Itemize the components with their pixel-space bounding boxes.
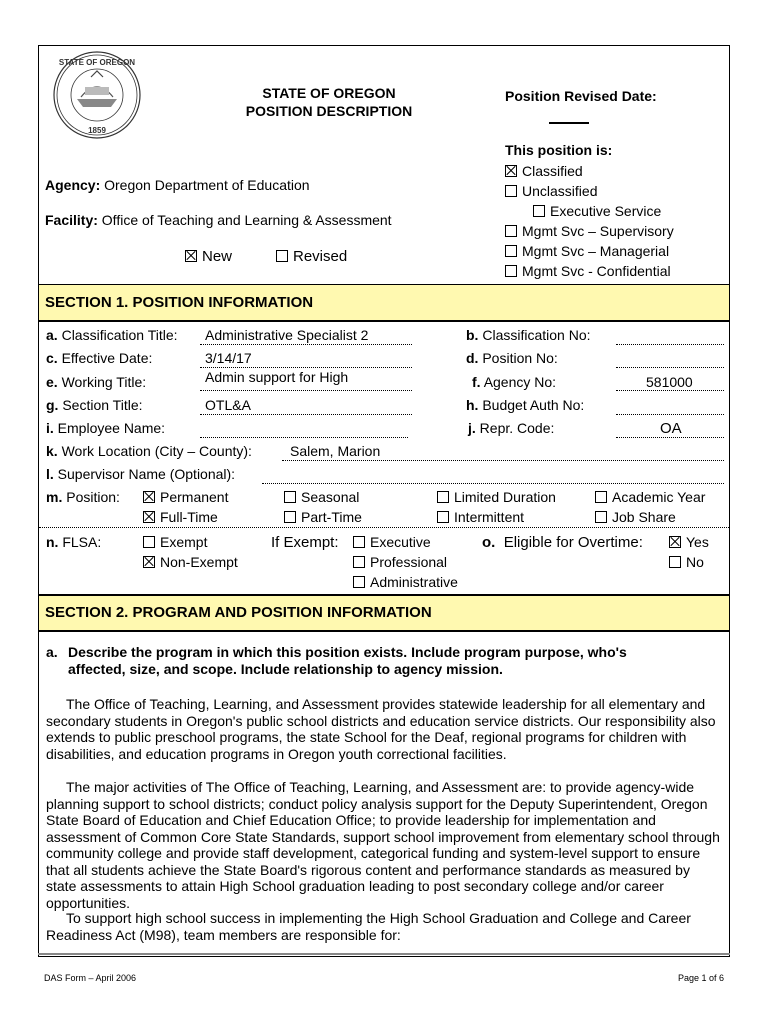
intermittent-checkbox-icon[interactable] — [437, 511, 449, 523]
executive-checkbox-icon[interactable] — [353, 536, 365, 548]
opt-intermittent[interactable] — [437, 509, 524, 525]
question-line-1: Describe the program in which this position exists. Include program purpose, who's — [68, 644, 627, 660]
effective-date-line — [200, 367, 412, 368]
section-2-heading — [39, 594, 729, 632]
opt-limited-duration[interactable] — [437, 489, 556, 505]
this-position-label: This position is: — [505, 142, 613, 158]
agency-no-line — [616, 390, 724, 391]
option-label: Part-Time — [301, 509, 362, 525]
facility-row — [45, 212, 392, 228]
working-title-line — [200, 390, 412, 391]
paragraph-1: The Office of Teaching, Learning, and Assessment provides statewide leadership for all elementary and secondary students in Oregon's public school districts and education service districts. Our responsibility also extends to public preschool programs, the state School for the Deaf, regional programs for children with disabilities, and education programs in Oregon youth correctional facilities. — [46, 696, 716, 762]
field-letter: n. — [46, 534, 59, 550]
field-budget-auth — [466, 397, 584, 413]
field-label: Section Title: — [62, 397, 143, 413]
option-label: Exempt — [160, 534, 208, 550]
paragraph-2: The major activities of The Office of Teaching, Learning, and Assessment are: to provide agency-wide planning support to school districts; conduct policy analysis support for the Deputy Superintendent, Oregon State Board of Education and Chief Education Office; to provide leadership for implementation and assessment of Common Core State Standards, support school improvement from elementary school through community college and provide staff development, categorical funding and system-level support to ensure that all students achieve the State Board's rigorous content and performance standards as measured by state assessments to attain High School graduation leading to post secondary college and/or career opportunities. — [46, 779, 720, 911]
limited-duration-checkbox-icon[interactable] — [437, 491, 449, 503]
mgmt-supervisory-checkbox-icon[interactable] — [505, 225, 517, 237]
opt-administrative[interactable] — [353, 574, 458, 590]
title-line-2: POSITION DESCRIPTION — [245, 103, 413, 119]
opt-full-time[interactable] — [143, 509, 218, 525]
field-label: Position No: — [482, 350, 558, 366]
budget-auth-field[interactable] — [616, 414, 724, 415]
option-label: Limited Duration — [454, 489, 556, 505]
section-title-value[interactable]: OTL&A — [205, 397, 251, 413]
mgmt-managerial-checkbox-icon[interactable] — [505, 245, 517, 257]
administrative-checkbox-icon[interactable] — [353, 576, 365, 588]
field-letter: g. — [46, 397, 59, 413]
field-position-no — [466, 350, 558, 366]
classified-checkbox-icon[interactable] — [505, 165, 517, 177]
revised-checkbox-icon[interactable] — [276, 250, 288, 262]
option-label: No — [686, 554, 704, 570]
new-checkbox-icon[interactable] — [185, 250, 197, 262]
field-label: Supervisor Name (Optional): — [57, 466, 236, 482]
opt-non-exempt[interactable] — [143, 554, 238, 570]
type-label: Mgmt Svc – Supervisory — [522, 223, 674, 239]
option-label: Job Share — [612, 509, 676, 525]
type-label: Classified — [522, 163, 583, 179]
position-no-field[interactable] — [616, 367, 724, 368]
opt-permanent[interactable] — [143, 489, 228, 505]
opt-job-share[interactable] — [595, 509, 676, 525]
field-classification-title — [46, 327, 178, 343]
question-letter: a. — [46, 644, 58, 660]
section-title-line — [200, 414, 412, 415]
field-letter: a. — [46, 327, 58, 343]
if-exempt-label: If Exempt: — [271, 534, 339, 551]
type-mgmt-confidential[interactable] — [505, 263, 671, 279]
type-unclassified[interactable] — [505, 183, 597, 199]
agency-row — [45, 177, 310, 193]
working-title-value[interactable]: Admin support for High — [205, 369, 349, 385]
field-letter: b. — [466, 327, 479, 343]
field-label: Effective Date: — [61, 350, 153, 366]
field-label: Employee Name: — [57, 420, 166, 436]
field-label: Budget Auth No: — [482, 397, 585, 413]
field-effective-date — [46, 350, 152, 366]
repr-code-value[interactable]: OA — [660, 420, 682, 437]
unclassified-checkbox-icon[interactable] — [505, 185, 517, 197]
effective-date-value[interactable]: 3/14/17 — [205, 350, 252, 366]
repr-code-line — [616, 437, 724, 438]
field-position — [46, 489, 120, 505]
oregon-seal-icon — [51, 49, 143, 141]
professional-checkbox-icon[interactable] — [353, 556, 365, 568]
field-label: Working Title: — [61, 374, 147, 390]
field-supervisor — [46, 466, 235, 482]
type-label: Unclassified — [522, 183, 598, 199]
field-section-title — [46, 397, 143, 413]
classification-no-field[interactable] — [616, 344, 724, 345]
field-letter: d. — [466, 350, 479, 366]
option-label: Permanent — [160, 489, 229, 505]
field-flsa — [46, 534, 101, 550]
form-header — [39, 45, 729, 285]
type-executive-service[interactable] — [533, 203, 661, 219]
permanent-checkbox-icon[interactable] — [143, 491, 155, 503]
facility-value[interactable]: Office of Teaching and Learning & Assessment — [101, 212, 392, 228]
field-letter: k. — [46, 443, 58, 459]
field-working-title — [46, 374, 146, 390]
field-letter: m. — [46, 489, 63, 505]
form-label: DAS Form – April 2006 — [44, 973, 137, 983]
option-label: Yes — [686, 534, 709, 550]
classification-title-line — [200, 344, 412, 345]
full-time-checkbox-icon[interactable] — [143, 511, 155, 523]
field-repr-code — [468, 420, 554, 436]
agency-value[interactable]: Oregon Department of Education — [104, 177, 310, 193]
job-share-checkbox-icon[interactable] — [595, 511, 607, 523]
option-label: Executive — [370, 534, 431, 550]
question-line-2: affected, size, and scope. Include relationship to agency mission. — [68, 661, 503, 677]
opt-exempt[interactable] — [143, 534, 207, 550]
field-classification-no — [466, 327, 591, 343]
agency-no-value[interactable]: 581000 — [646, 374, 693, 390]
opt-seasonal[interactable] — [284, 489, 359, 505]
field-label: Classification Title: — [61, 327, 178, 343]
option-label: Academic Year — [612, 489, 706, 505]
field-letter: o. — [482, 534, 496, 551]
option-label: Professional — [370, 554, 448, 570]
part-time-checkbox-icon[interactable] — [284, 511, 296, 523]
new-label: New — [202, 248, 233, 265]
work-location-line — [282, 460, 724, 461]
facility-label: Facility: — [45, 212, 98, 228]
revised-option[interactable] — [276, 248, 347, 265]
section-1-title: SECTION 1. POSITION INFORMATION — [45, 294, 314, 311]
position-row-divider — [39, 527, 729, 528]
overtime-no-checkbox-icon[interactable] — [669, 556, 681, 568]
opt-executive[interactable] — [353, 534, 431, 550]
field-letter: e. — [46, 374, 58, 390]
option-label: Administrative — [370, 574, 458, 590]
opt-overtime-yes[interactable] — [669, 534, 709, 550]
paragraph-3: To support high school success in implementing the High School Graduation and College and Career Readiness Act (M98), team members are responsible for: — [46, 910, 691, 943]
option-label: Full-Time — [160, 509, 218, 525]
footer-divider — [38, 953, 730, 955]
type-label: Mgmt Svc – Managerial — [522, 243, 670, 259]
option-label: Seasonal — [301, 489, 360, 505]
opt-academic-year[interactable] — [595, 489, 705, 505]
non-exempt-checkbox-icon[interactable] — [143, 556, 155, 568]
revised-label: Revised — [293, 248, 348, 265]
classification-title-value[interactable]: Administrative Specialist 2 — [205, 327, 369, 343]
employee-name-field[interactable] — [200, 437, 408, 438]
exempt-checkbox-icon[interactable] — [143, 536, 155, 548]
field-letter: l. — [46, 466, 54, 482]
field-letter: f. — [472, 374, 481, 390]
svg-text:STATE OF OREGON: STATE OF OREGON — [58, 58, 136, 67]
type-classified[interactable] — [505, 163, 583, 179]
seasonal-checkbox-icon[interactable] — [284, 491, 296, 503]
executive-service-checkbox-icon[interactable] — [533, 205, 545, 217]
section-1-heading — [39, 284, 729, 322]
svg-text:1859: 1859 — [88, 126, 106, 135]
field-letter: j. — [468, 420, 476, 436]
title-line-1: STATE OF OREGON — [262, 85, 396, 101]
opt-overtime-no[interactable] — [669, 554, 704, 570]
type-mgmt-managerial[interactable] — [505, 243, 669, 259]
field-label: Work Location (City – County): — [61, 443, 252, 459]
option-label: Non-Exempt — [160, 554, 238, 570]
new-option[interactable] — [185, 248, 232, 265]
agency-label: Agency: — [45, 177, 101, 193]
type-label: Executive Service — [550, 203, 662, 219]
field-label: Position: — [66, 489, 120, 505]
supervisor-field[interactable] — [262, 483, 724, 484]
opt-part-time[interactable] — [284, 509, 362, 525]
field-work-location — [46, 443, 252, 459]
type-mgmt-supervisory[interactable] — [505, 223, 674, 239]
revised-date-label: Position Revised Date: — [505, 88, 657, 104]
field-label: Agency No: — [483, 374, 557, 390]
section-2-title: SECTION 2. PROGRAM AND POSITION INFORMATION — [45, 604, 432, 621]
academic-year-checkbox-icon[interactable] — [595, 491, 607, 503]
opt-professional[interactable] — [353, 554, 447, 570]
work-location-value[interactable]: Salem, Marion — [290, 443, 381, 459]
field-overtime — [482, 534, 643, 551]
field-letter: i. — [46, 420, 54, 436]
field-letter: h. — [466, 397, 479, 413]
field-employee-name — [46, 420, 165, 436]
mgmt-confidential-checkbox-icon[interactable] — [505, 265, 517, 277]
field-label: FLSA: — [62, 534, 102, 550]
field-label: Classification No: — [482, 327, 591, 343]
type-label: Mgmt Svc - Confidential — [522, 263, 671, 279]
revised-date-field[interactable] — [549, 122, 589, 124]
field-label: Repr. Code: — [479, 420, 555, 436]
field-letter: c. — [46, 350, 58, 366]
field-label: Eligible for Overtime: — [503, 534, 643, 551]
field-agency-no — [472, 374, 556, 390]
option-label: Intermittent — [454, 509, 525, 525]
overtime-yes-checkbox-icon[interactable] — [669, 536, 681, 548]
page-number: Page 1 of 6 — [678, 973, 725, 983]
